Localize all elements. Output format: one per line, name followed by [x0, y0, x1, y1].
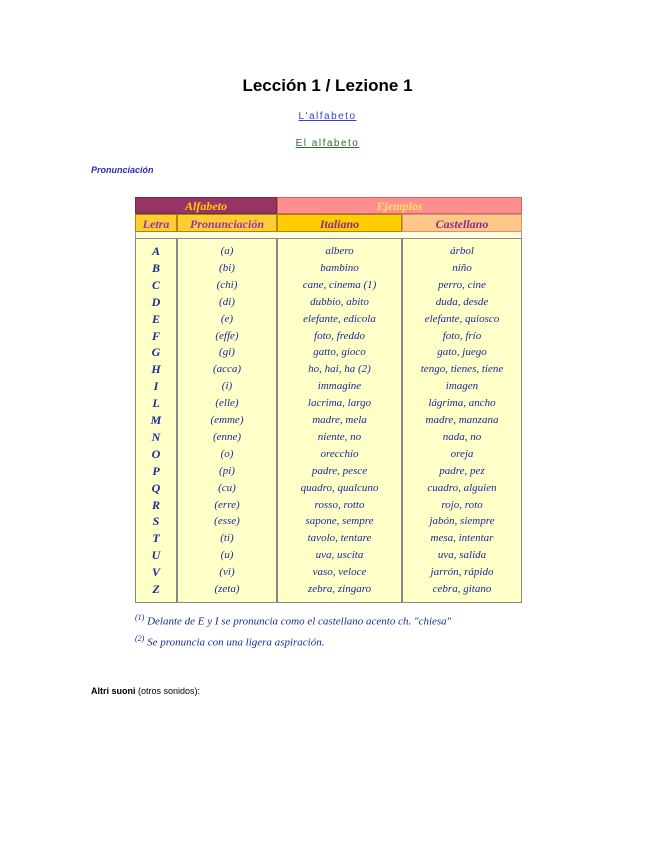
cell-castellano: oreja: [450, 447, 474, 460]
cell-letra: G: [151, 345, 161, 360]
altri-suoni-translation: (otros sonidos):: [135, 686, 201, 696]
cell-italiano: cane, cinema (1): [302, 278, 377, 291]
cell-castellano: nada, no: [442, 430, 482, 443]
cell-pronunciacion: (e): [220, 312, 234, 325]
cell-letra: F: [151, 328, 160, 343]
cell-italiano: tavolo, tentare: [307, 532, 372, 545]
cell-italiano: albero: [325, 245, 354, 257]
cell-pronunciacion: (pi): [219, 464, 235, 477]
table-row: [135, 513, 522, 530]
cell-castellano: perro, cine: [438, 278, 486, 291]
table-row: [135, 395, 522, 412]
footnote-2-text: Se pronuncia con una ligera aspiración.: [147, 636, 325, 649]
table-row: [135, 378, 522, 395]
cell-letra: Q: [151, 480, 161, 495]
cell-letra: Z: [152, 582, 160, 596]
table-row: [135, 429, 522, 446]
table-row: [135, 412, 522, 429]
table-row: [135, 361, 522, 378]
cell-castellano: jabón, siempre: [429, 515, 495, 528]
cell-letra: R: [151, 497, 160, 512]
cell-italiano: elefante, edicola: [303, 312, 376, 325]
cell-pronunciacion: (effe): [215, 329, 239, 342]
cell-pronunciacion: (zeta): [214, 583, 240, 595]
cell-pronunciacion: (a): [220, 245, 234, 257]
cell-letra: I: [153, 379, 159, 394]
cell-pronunciacion: (i): [221, 380, 233, 393]
cell-italiano: immagine: [317, 380, 362, 393]
cell-italiano: rosso, rotto: [314, 498, 365, 511]
cell-italiano: ho, hai, ha (2): [308, 363, 371, 376]
cell-letra: U: [151, 548, 161, 563]
cell-castellano: padre, pez: [439, 464, 485, 477]
table-row: [135, 530, 522, 547]
table-row: [135, 328, 522, 345]
table-row: [135, 277, 522, 294]
cell-pronunciacion: (chi): [216, 278, 238, 291]
table-row: [135, 243, 522, 260]
cell-italiano: lacrima, largo: [307, 397, 372, 410]
cell-castellano: cebra, gitano: [432, 583, 492, 595]
cell-letra: P: [152, 463, 160, 478]
table-row: [135, 311, 522, 328]
table-row: [135, 344, 522, 361]
link-spanish-alphabet[interactable]: El alfabeto: [295, 138, 360, 149]
cell-castellano: elefante, quiosco: [424, 312, 500, 325]
cell-letra: B: [151, 260, 160, 275]
link-italian-alphabet[interactable]: L'alfabeto: [298, 111, 357, 122]
cell-italiano: niente, no: [317, 430, 362, 443]
header-ejemplos: Ejemplos: [277, 197, 522, 214]
cell-pronunciacion: (bi): [219, 261, 235, 274]
table-row: [135, 497, 522, 514]
cell-letra: N: [151, 429, 161, 444]
header-italiano: Italiano: [277, 214, 402, 232]
table-row: [135, 446, 522, 463]
header-castellano: Castellano: [402, 214, 522, 232]
cell-pronunciacion: (enne): [212, 430, 242, 443]
cell-letra: L: [152, 396, 160, 411]
cell-italiano: madre, mela: [312, 414, 367, 426]
table-row: [135, 294, 522, 311]
cell-castellano: árbol: [450, 245, 474, 257]
cell-letra: H: [151, 362, 161, 377]
footnote-1: [135, 613, 451, 628]
header-letra: Letra: [135, 214, 177, 232]
cell-pronunciacion: (emme): [210, 414, 244, 426]
cell-pronunciacion: (esse): [214, 515, 240, 528]
table-row: [135, 260, 522, 277]
cell-pronunciacion: (erre): [214, 498, 240, 511]
cell-letra: C: [151, 277, 160, 292]
cell-castellano: foto, frío: [442, 329, 482, 342]
cell-castellano: duda, desde: [435, 295, 489, 308]
cell-italiano: dubbio, abito: [310, 295, 369, 308]
cell-castellano: niño: [452, 261, 472, 274]
cell-castellano: mesa, intentar: [430, 532, 494, 545]
cell-italiano: foto, freddo: [314, 329, 365, 342]
cell-letra: E: [151, 311, 160, 326]
cell-letra: S: [152, 514, 160, 529]
cell-letra: A: [151, 244, 160, 258]
cell-italiano: uva, uscita: [315, 549, 364, 562]
cell-pronunciacion: (o): [220, 447, 234, 460]
cell-italiano: sapone, sempre: [305, 515, 374, 528]
cell-pronunciacion: (di): [219, 295, 235, 308]
cell-italiano: quadro, qualcuno: [300, 481, 379, 494]
footnote-1-mark: (1): [135, 613, 145, 622]
cell-pronunciacion: (ti): [220, 532, 234, 545]
footnote-1-text: Delante de E y I se pronuncia como el castellano acento ch. "chiesa": [147, 615, 452, 628]
cell-castellano: cuadro, alguien: [427, 481, 497, 494]
cell-letra: D: [151, 294, 161, 309]
footnote-2: [135, 634, 325, 649]
cell-pronunciacion: (cu): [218, 481, 236, 494]
cell-castellano: imagen: [445, 380, 479, 393]
cell-pronunciacion: (u): [220, 549, 234, 562]
cell-pronunciacion: (elle): [215, 397, 239, 410]
cell-italiano: vaso, veloce: [312, 566, 367, 579]
cell-letra: V: [151, 565, 160, 580]
footnote-2-mark: (2): [135, 634, 145, 643]
cell-castellano: jarrón, rápido: [430, 566, 494, 579]
cell-italiano: zebra, zingaro: [307, 583, 372, 595]
header-pronunciacion: Pronunciación: [177, 214, 277, 232]
section-label-pronunciation: Pronunciación: [91, 165, 154, 175]
header-alfabeto: Alfabeto: [135, 197, 277, 214]
table-row: [135, 547, 522, 564]
table-row: [135, 463, 522, 480]
cell-castellano: gato, juego: [437, 346, 487, 359]
altri-suoni-line: [91, 686, 200, 696]
cell-italiano: orecchio: [320, 447, 359, 460]
cell-castellano: rojo, roto: [441, 498, 483, 511]
cell-italiano: gatto, gioco: [313, 346, 366, 359]
cell-castellano: uva, salida: [437, 549, 487, 562]
cell-letra: M: [150, 413, 162, 427]
cell-italiano: padre, pesce: [311, 464, 368, 477]
table-row: [135, 581, 522, 598]
table-row: [135, 564, 522, 581]
cell-pronunciacion: (gi): [219, 346, 235, 359]
page-title: Lección 1 / Lezione 1: [242, 76, 413, 95]
cell-italiano: bambino: [320, 261, 359, 274]
cell-letra: O: [151, 446, 161, 461]
cell-letra: T: [152, 531, 160, 546]
cell-castellano: madre, manzana: [425, 414, 499, 426]
altri-suoni-label: Altri suoni: [91, 686, 136, 696]
cell-castellano: lágrima, ancho: [428, 397, 496, 410]
cell-castellano: tengo, tienes, tiene: [420, 363, 504, 376]
cell-pronunciacion: (acca): [212, 363, 242, 376]
table-row: [135, 480, 522, 497]
cell-pronunciacion: (vi): [219, 566, 235, 579]
